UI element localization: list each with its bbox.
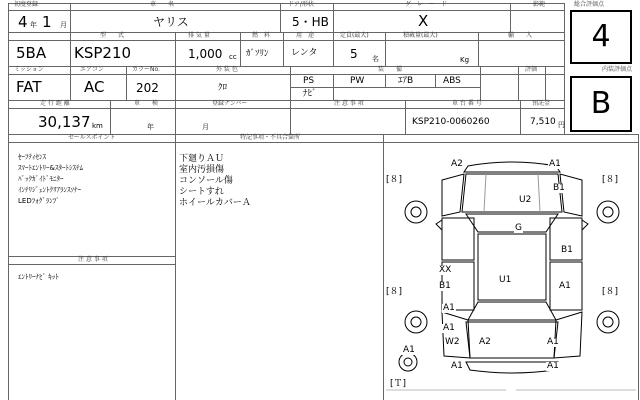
first-reg-month: 1 — [42, 13, 52, 31]
usage: レンタ — [291, 48, 318, 58]
damage-mark-b1-rl: B1 — [439, 281, 451, 291]
caution-label: 注 意 事 項 — [334, 100, 364, 107]
inspection-month: 月 — [202, 123, 209, 131]
month-unit: 月 — [60, 21, 67, 29]
color-code-label: 影範 — [533, 1, 546, 8]
recycle: 7,510 — [530, 117, 556, 127]
special-notes-label: 特記事項・不具合箇所 — [240, 134, 301, 141]
grid-line — [333, 32, 334, 66]
chassis-no-label: 車 台 番 号 — [452, 100, 482, 107]
damage-mark-b1-fr: B1 — [553, 183, 565, 193]
inspection-label: 車 検 — [134, 100, 159, 107]
mileage-label: 走 行 距 離 — [40, 100, 70, 107]
load-label: 積載量(最大) — [403, 32, 438, 39]
grid-line — [283, 32, 284, 66]
import-label: 輸 入 — [508, 32, 533, 39]
tire-rear-left-shape — [405, 311, 427, 333]
damage-mark-a1-rear-r: A1 — [547, 337, 559, 347]
mileage-unit: km — [92, 122, 103, 130]
caution-note-item: ｴﾝﾄﾘｰﾅﾋﾞ ｷｯﾄ — [18, 273, 59, 281]
mission: FAT — [16, 78, 42, 96]
recycle-unit: 円 — [558, 121, 565, 129]
front-bumper-shape — [464, 159, 561, 172]
car-damage-diagram — [386, 150, 638, 400]
tire-rear-right-hub — [603, 317, 613, 327]
mission-label: ミッション — [14, 66, 44, 73]
damage-mark-a1-wheel: A1 — [403, 345, 415, 355]
sales-point-item: ｲﾝﾃﾘｼﾞｪﾝﾄｸﾘｱﾗﾝｽｿﾅｰ — [18, 186, 81, 194]
special-note-item: コンソール傷 — [179, 176, 233, 186]
special-notes-list — [179, 151, 251, 206]
grid-line — [518, 66, 519, 100]
car-name-label: 車 名 — [150, 1, 175, 8]
grid-line — [110, 100, 111, 134]
grid-line — [520, 100, 521, 134]
spare-tire-label: [Ｔ] — [390, 379, 407, 389]
model-label: 型 式 — [100, 32, 125, 39]
front-right-fender-shape — [560, 174, 582, 216]
grid-line — [545, 66, 546, 100]
first-reg-year: 4 — [18, 13, 28, 31]
displacement: 1,000 — [188, 47, 223, 61]
left-rear-fender-shape — [442, 312, 470, 358]
front-left-fender-shape — [442, 174, 464, 216]
overall-score-box — [570, 10, 632, 64]
overall-score-label: 総合評価点 — [574, 1, 605, 8]
aircon-label: エアコン — [80, 66, 104, 73]
tire-front-right-tread: [８] — [602, 175, 619, 185]
model-prefix: 5BA — [16, 44, 47, 62]
exterior-color: ｸﾛ — [218, 83, 228, 93]
tire-front-left-shape — [405, 201, 427, 223]
sales-points-label: セールスポイント — [68, 134, 116, 141]
roof-shape — [478, 234, 546, 300]
hood-shape — [462, 174, 562, 212]
color-no-label: カラーNo. — [132, 66, 160, 73]
rear-glass-shape — [468, 302, 556, 320]
grid-line — [478, 32, 479, 66]
grid-line — [8, 32, 564, 33]
damage-mark-xx: XX — [439, 265, 452, 275]
sales-points-list — [18, 152, 83, 207]
fuel: ｶﾞｿﾘﾝ — [246, 49, 269, 59]
door-shape-label: ドア/形状 — [288, 1, 314, 8]
prev-plate-label: 登録ナンバー — [212, 100, 248, 107]
damage-mark-g: G — [515, 223, 522, 233]
mileage: 30,137 — [38, 113, 91, 131]
grid-line — [8, 142, 638, 143]
recycle-label: 預託金 — [532, 100, 551, 107]
capacity: 5 — [350, 47, 358, 61]
equipment-abs: ABS — [443, 76, 461, 86]
grid-line — [8, 3, 564, 4]
equipment-pw: PW — [350, 76, 365, 86]
grid-line — [405, 100, 406, 134]
grid-line — [290, 66, 291, 100]
grid-line — [383, 134, 384, 400]
tire-rear-left-tread: [８] — [386, 287, 403, 297]
grid-line — [8, 10, 564, 11]
special-note-item: 下廻りＡＵ — [179, 154, 225, 164]
tire-front-right-hub — [603, 207, 613, 217]
damage-mark-u1: U1 — [499, 275, 512, 285]
damage-mark-a2-rear: A2 — [479, 337, 491, 347]
color-no: 202 — [136, 81, 159, 95]
damage-mark-u2: U2 — [519, 195, 532, 205]
special-note-item: シートすれ — [179, 187, 224, 197]
sales-point-item: LEDﾌｫｸﾞﾗﾝﾌﾟ — [18, 197, 60, 205]
chassis-no: KSP210-0060260 — [412, 117, 490, 127]
grid-line — [435, 74, 436, 87]
grid-line — [70, 3, 71, 32]
equipment-label: 装 備 — [378, 66, 403, 73]
first-reg-label: 初度登録 — [14, 1, 39, 8]
grade: X — [418, 12, 429, 30]
spare-tire-hub — [404, 358, 412, 366]
load-unit: Kg — [460, 56, 470, 64]
sales-point-item: ｽﾏｰﾄｴﾝﾄﾘｰ&ｽﾀｰﾄｼｽﾃﾑ — [18, 164, 83, 172]
grid-line — [175, 32, 176, 66]
grid-line — [290, 87, 480, 88]
capacity-label: 定員(最大) — [340, 32, 369, 39]
grid-line — [8, 3, 9, 400]
equipment-ps: PS — [303, 76, 315, 86]
displacement-unit: cc — [229, 53, 237, 61]
grade-label: グ レ ー ド — [405, 1, 448, 8]
grid-line — [175, 134, 176, 400]
grid-line — [175, 100, 176, 134]
damage-mark-a1-bottom-r: A1 — [547, 361, 559, 371]
aircon: AC — [84, 78, 105, 96]
tire-rear-right-shape — [597, 311, 619, 333]
tire-front-left-tread: [８] — [386, 175, 403, 185]
grid-line — [280, 3, 281, 32]
equipment-airbag: ｴｱB — [398, 76, 414, 86]
year-unit: 年 — [30, 21, 37, 29]
grid-line — [240, 32, 241, 66]
grid-line — [8, 108, 564, 109]
special-note-item: 室内汚損傷 — [179, 165, 225, 175]
caution-notes-label: 注 意 事 項 — [78, 256, 108, 263]
interior-score-box — [570, 76, 632, 132]
score-quality-label: 評価 — [525, 66, 538, 73]
damage-mark-a1-side-r: A1 — [559, 281, 571, 291]
displacement-label: 排 気 量 — [188, 32, 210, 39]
door-shape: 5・HB — [292, 15, 329, 29]
grid-line — [333, 74, 334, 100]
usage-label: 用 途 — [296, 32, 315, 39]
grid-line — [70, 66, 71, 100]
interior-score-label: 内装評価点 — [602, 66, 633, 73]
damage-mark-a1-bottom-l: A1 — [451, 361, 463, 371]
special-note-item: ホイールカバーＡ — [179, 198, 251, 208]
tire-front-left-hub — [411, 207, 421, 217]
sales-point-item: ｾｰﾌﾃｨｾﾝｽ — [18, 153, 46, 161]
tire-rear-left-hub — [411, 317, 421, 327]
grid-line — [638, 134, 639, 400]
capacity-unit: 名 — [372, 55, 379, 63]
grid-line — [333, 3, 334, 32]
windshield-shape — [466, 214, 558, 232]
grid-line — [510, 3, 511, 32]
grid-line — [126, 66, 127, 100]
car-outline — [386, 150, 638, 400]
fuel-label: 燃 料 — [252, 32, 271, 39]
right-mirror-shape — [582, 220, 588, 230]
damage-mark-a1-rear-l: A1 — [443, 323, 455, 333]
grid-line — [8, 264, 175, 265]
car-name: ヤリス — [153, 15, 189, 29]
grid-line — [385, 74, 386, 87]
grid-line — [70, 32, 71, 66]
left-mirror-shape — [436, 220, 442, 230]
grid-line — [385, 32, 386, 66]
damage-mark-a1-side-l: A1 — [443, 303, 455, 313]
grid-line — [564, 3, 565, 134]
hood-lines — [484, 174, 540, 212]
damage-mark-w2: W2 — [445, 337, 460, 347]
right-rear-fender-shape — [554, 312, 582, 358]
grid-line — [290, 100, 291, 134]
tire-front-right-shape — [597, 201, 619, 223]
interior-score: B — [590, 86, 612, 121]
left-front-door-shape — [442, 218, 474, 260]
exterior-color-label: 外 装 色 — [216, 66, 238, 73]
damage-mark-a1-front: A1 — [549, 159, 561, 169]
overall-score: 4 — [591, 19, 611, 54]
spare-tire-shape — [399, 353, 417, 371]
rear-bumper-shape — [466, 362, 558, 373]
model-code: KSP210 — [74, 44, 132, 62]
grid-line — [8, 40, 564, 41]
grid-line — [175, 66, 176, 100]
sales-point-item: ﾊﾞｯｸｶﾞｲﾄﾞﾓﾆﾀｰ — [18, 175, 64, 183]
grid-line — [480, 66, 481, 100]
inspection-year: 年 — [147, 123, 154, 131]
damage-mark-a2-front: A2 — [451, 159, 463, 169]
tire-rear-right-tread: [８] — [602, 287, 619, 297]
equipment-navi: ﾅﾋﾞ — [303, 89, 317, 99]
damage-mark-b1-rr: B1 — [561, 245, 573, 255]
